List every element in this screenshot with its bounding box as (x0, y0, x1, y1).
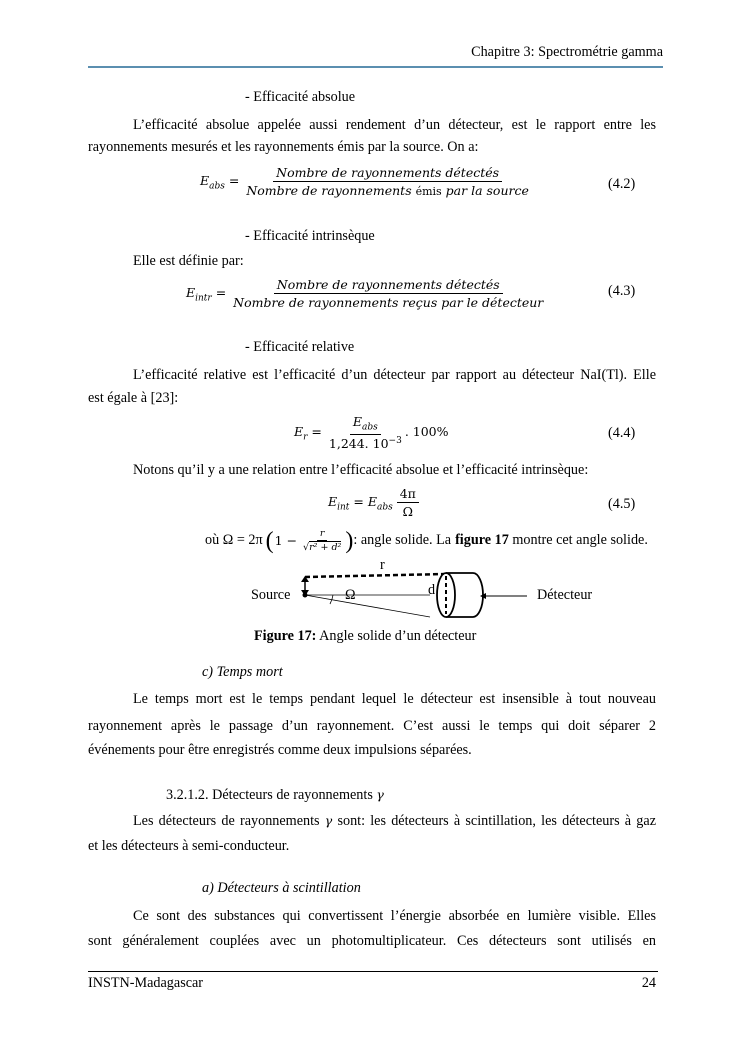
source-dashed-line (305, 574, 446, 577)
section-heading: 3.2.1.2. Détecteurs de rayonnements γ (166, 787, 384, 803)
paragraph-line: Notons qu’il y a une relation entre l’efficacité absolue et l’efficacité intrinsèque: (133, 462, 589, 478)
header-rule (88, 66, 663, 68)
eq-lhs: $E_{abs}$ (200, 173, 225, 192)
figure-caption: Figure 17: Angle solide d’un détecteur (254, 628, 477, 644)
paragraph-line: L’efficacité relative est l’efficacité d’un détecteur par rapport au détecteur NaI(Tl). Elle (133, 367, 656, 383)
solid-angle-definition: où Ω = 2π ( 1 − $\frac{r}{\text{√r² + d²}}$ ) : angle solide. La figure 17 montre cet angle solide. (205, 527, 648, 554)
paragraph-line: Elle est définie par: (133, 253, 244, 269)
paragraph-line: événements pour être enregistrés comme deux impulsions séparées. (88, 742, 472, 758)
heading-dead-time: c) Temps mort (202, 664, 283, 680)
eq-lhs: $E_r$ (294, 423, 308, 443)
page-number: 24 (641, 975, 656, 991)
paragraph-line: est égale à [23]: (88, 390, 179, 406)
heading-relative-efficiency: - Efficacité relative (245, 339, 355, 355)
paragraph-line: Le temps mort est le temps pendant lequel le détecteur est insensible à tout nouveau (133, 691, 656, 707)
page-header-title: Chapitre 3: Spectrométrie gamma (471, 44, 663, 60)
paragraph-line: Ce sont des substances qui convertissent l’énergie absorbée en lumière visible. Elles (133, 908, 656, 924)
equation-number: (4.2) (608, 176, 636, 192)
equation-4-2: $E_{abs}$ = $\frac{\text{Nombre de rayonnements détectés}}{\text{Nombre de rayonnements émis par la source}}$ (200, 165, 532, 198)
paragraph-line: et les détecteurs à semi-conducteur. (88, 838, 290, 854)
footer-institution: INSTN-Madagascar (88, 975, 204, 991)
footer-rule (88, 971, 658, 972)
fraction: $\frac{4\pi}{\Omega}$ (397, 486, 419, 519)
fraction: $\frac{E_{abs}}{1,244. 10^{-3}}$ (328, 414, 402, 451)
heading-scintillation: a) Détecteurs à scintillation (202, 880, 361, 896)
equation-4-5: $E_{int} = E_{abs}$ $\frac{4\pi}{\Omega}$ (328, 486, 419, 519)
paragraph-line: sont généralement couplées avec un photomultiplicateur. Ces détecteurs sont utilisés en (88, 933, 656, 949)
figure-label-r: r (380, 557, 385, 573)
heading-intrinsic-efficiency: - Efficacité intrinsèque (245, 228, 375, 244)
eq-lhs: $E_{int}$ (328, 494, 350, 513)
paragraph-line: rayonnement après le passage d’un rayonnement. C’est aussi le temps qui doit séparer 2 (88, 718, 656, 734)
fraction: $\frac{r}{\text{√r² + d²}}$ (303, 528, 342, 553)
paragraph-line: rayonnements mesurés et les rayonnements émis par la source. On a: (88, 139, 479, 155)
figure-label-detecteur: Détecteur (537, 587, 593, 603)
figure-label-source: Source (251, 587, 291, 603)
equation-4-3: $E_{intr}$ = $\frac{\text{Nombre de rayonnements détectés}}{\text{Nombre de rayonnements reçus par le détecteur}}$ (186, 277, 546, 310)
source-point (303, 593, 308, 598)
eq-lhs: $E_{intr}$ (186, 285, 212, 304)
equation-number: (4.4) (608, 425, 636, 441)
heading-absolute-efficiency: - Efficacité absolue (245, 89, 356, 105)
paragraph-line: L’efficacité absolue appelée aussi rendement d’un détecteur, est le rapport entre les (133, 117, 656, 133)
equation-number: (4.5) (608, 496, 636, 512)
fraction: $\frac{\text{Nombre de rayonnements détectés}}{\text{Nombre de rayonnements émis par la source}}$ (246, 165, 529, 198)
equation-number: (4.3) (608, 283, 636, 299)
equation-4-4: $E_r$ = $\frac{E_{abs}}{1,244. 10^{-3}}$ . 100% (294, 414, 449, 451)
source-cone-lower (305, 595, 430, 617)
paragraph-line: Les détecteurs de rayonnements γ sont: les détecteurs à scintillation, les détecteurs à gaz (133, 813, 656, 829)
fraction: $\frac{\text{Nombre de rayonnements détectés}}{\text{Nombre de rayonnements reçus par le détecteur}}$ (233, 277, 544, 310)
figure-label-d: d (428, 582, 436, 598)
figure-label-omega: Ω (345, 587, 356, 603)
